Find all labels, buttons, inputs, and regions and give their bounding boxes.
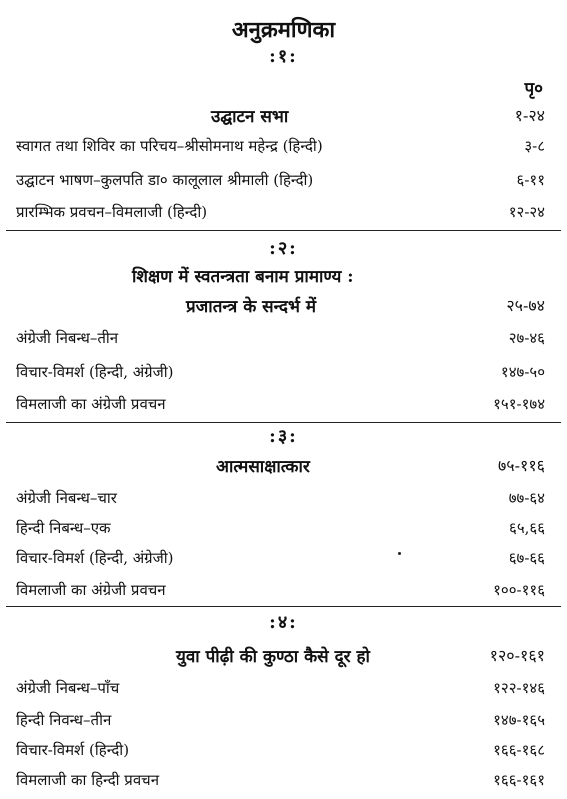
section-heading-1	[16, 104, 545, 126]
toc-entry	[16, 740, 545, 762]
entry-pages: २७-४६	[508, 329, 545, 347]
entry-pages: ६७-६६	[508, 549, 545, 567]
toc-entry	[16, 488, 545, 510]
stray-dot	[398, 552, 401, 555]
entry-pages: १२-२४	[508, 203, 545, 221]
section-pages: १-२४	[514, 106, 545, 125]
entry-title: अंग्रेजी निबन्ध–पाँच	[16, 679, 120, 697]
toc-entry	[16, 580, 545, 602]
section-heading-3	[16, 454, 545, 476]
section-pages: १२०-१६१	[489, 646, 545, 665]
entry-title: हिन्दी निबन्ध–एक	[16, 519, 111, 537]
entry-title: प्रारम्भिक प्रवचन–विमलाजी (हिन्दी)	[16, 203, 208, 221]
entry-pages: १५१-१७४	[493, 395, 545, 413]
entry-title: विमलाजी का हिन्दी प्रवचन	[16, 771, 160, 789]
entry-title: विचार-विमर्श (हिन्दी, अंग्रेजी)	[16, 363, 174, 381]
divider	[6, 606, 561, 607]
entry-pages: ६-११	[516, 171, 545, 189]
toc-entry	[16, 770, 545, 792]
toc-entry	[16, 202, 545, 224]
section-pages: २५-७४	[506, 296, 545, 315]
entry-title: अंग्रेजी निबन्ध–तीन	[16, 329, 119, 347]
part-marker-4: :४:	[269, 612, 298, 633]
entry-pages: १२२-१४६	[493, 679, 545, 697]
entry-title: उद्घाटन भाषण–कुलपति डा० कालूलाल श्रीमाली (हिन्दी)	[16, 171, 314, 189]
toc-entry	[16, 678, 545, 700]
entry-pages: १४७-५०	[500, 363, 545, 381]
entry-title: हिन्दी निवन्ध–तीन	[16, 711, 112, 729]
entry-pages: ७७-६४	[508, 489, 545, 507]
section-title: उद्घाटन सभा	[211, 107, 289, 127]
divider	[6, 422, 561, 423]
entry-pages: १००-११६	[493, 581, 545, 599]
toc-entry	[16, 362, 545, 384]
toc-entry	[16, 328, 545, 350]
entry-pages: ३-८	[524, 137, 545, 155]
toc-entry	[16, 518, 545, 540]
toc-entry	[16, 710, 545, 732]
part-marker-3: :३:	[269, 426, 298, 447]
entry-pages: १६६-१६८	[493, 741, 545, 759]
entry-title: विमलाजी का अंग्रेजी प्रवचन	[16, 395, 166, 413]
page-column-label: पृ०	[524, 79, 543, 99]
entry-title: विचार-विमर्श (हिन्दी, अंग्रेजी)	[16, 549, 174, 567]
entry-pages: १४७-१६५	[493, 711, 545, 729]
part-marker-1: :१:	[269, 46, 298, 67]
section-heading-2-line1: शिक्षण में स्वतन्त्रता बनाम प्रामाण्य :	[132, 267, 354, 287]
section-heading-2	[16, 294, 545, 316]
entry-title: विचार-विमर्श (हिन्दी)	[16, 741, 130, 759]
part-marker-2: :२:	[269, 238, 298, 259]
divider	[6, 230, 561, 231]
entry-title: विमलाजी का अंग्रेजी प्रवचन	[16, 581, 166, 599]
entry-title: स्वागत तथा शिविर का परिचय–श्रीसोमनाथ महेन्द्र (हिन्दी)	[16, 137, 323, 155]
toc-entry	[16, 136, 545, 158]
section-pages: ७५-११६	[497, 456, 545, 475]
section-title: युवा पीढ़ी की कुण्ठा कैसे दूर हो	[176, 647, 370, 667]
toc-entry	[16, 548, 545, 570]
toc-entry	[16, 394, 545, 416]
section-title: प्रजातन्त्र के सन्दर्भ में	[186, 297, 316, 317]
entry-pages: ६५,६६	[509, 519, 545, 537]
entry-title: अंग्रेजी निबन्ध–चार	[16, 489, 117, 507]
section-heading-4	[16, 644, 545, 666]
entry-pages: १६६-१६१	[493, 771, 545, 789]
toc-entry	[16, 170, 545, 192]
page-title: अनुक्रमणिका	[231, 17, 336, 43]
section-title: आत्मसाक्षात्कार	[216, 457, 310, 477]
